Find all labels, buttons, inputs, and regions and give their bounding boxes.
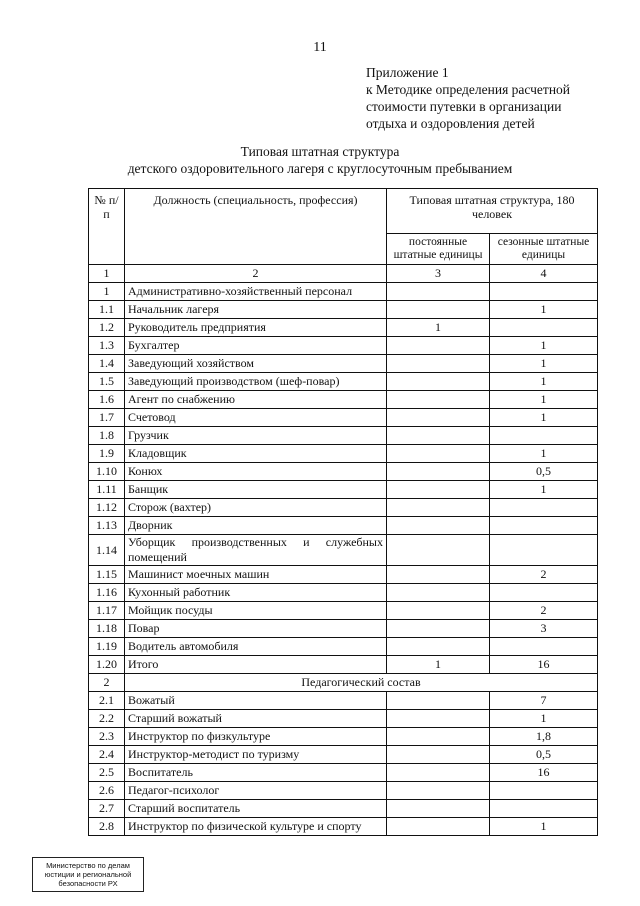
row-position: Повар: [125, 620, 387, 638]
row-number: 2.4: [89, 746, 125, 764]
appendix-heading: [366, 64, 616, 132]
row-seasonal: 3: [490, 620, 598, 638]
table-row: [89, 301, 598, 319]
row-seasonal: [490, 535, 598, 566]
row-permanent: [387, 818, 490, 836]
table-row: [89, 818, 598, 836]
row-number: 1.5: [89, 373, 125, 391]
row-position: Заведующий хозяйством: [125, 355, 387, 373]
row-number: 1.16: [89, 584, 125, 602]
row-number: 1.7: [89, 409, 125, 427]
appendix-line: стоимости путевки в организации: [366, 99, 562, 114]
row-permanent: [387, 373, 490, 391]
column-number: 3: [387, 265, 490, 283]
row-permanent: [387, 445, 490, 463]
row-position: Заведующий производством (шеф-повар): [125, 373, 387, 391]
table-row: [89, 427, 598, 445]
row-number: 1.20: [89, 656, 125, 674]
row-number: 2.8: [89, 818, 125, 836]
row-seasonal: 16: [490, 764, 598, 782]
row-number: 1.14: [89, 535, 125, 566]
row-position: Машинист моечных машин: [125, 566, 387, 584]
row-position: Банщик: [125, 481, 387, 499]
row-seasonal: [490, 800, 598, 818]
row-position: Сторож (вахтер): [125, 499, 387, 517]
row-seasonal: 1: [490, 710, 598, 728]
row-permanent: [387, 355, 490, 373]
row-number: 2: [89, 674, 125, 692]
row-permanent: [387, 535, 490, 566]
row-number: 1.4: [89, 355, 125, 373]
row-position: Мойщик посуды: [125, 602, 387, 620]
table-row: [89, 283, 598, 301]
row-seasonal: 0,5: [490, 746, 598, 764]
row-seasonal: [490, 517, 598, 535]
row-position: Бухгалтер: [125, 337, 387, 355]
row-position: Водитель автомобиля: [125, 638, 387, 656]
row-seasonal: 16: [490, 656, 598, 674]
table-row: [89, 319, 598, 337]
column-number: 4: [490, 265, 598, 283]
row-permanent: [387, 283, 490, 301]
table-row: [89, 535, 598, 566]
row-seasonal: 1: [490, 818, 598, 836]
staff-structure-table: [88, 188, 598, 836]
table-row: [89, 517, 598, 535]
table-row: [89, 710, 598, 728]
row-position: Руководитель предприятия: [125, 319, 387, 337]
table-row: [89, 764, 598, 782]
table-row: [89, 337, 598, 355]
table-row: [89, 373, 598, 391]
row-seasonal: 0,5: [490, 463, 598, 481]
row-seasonal: 1: [490, 373, 598, 391]
row-permanent: [387, 782, 490, 800]
table-row: [89, 409, 598, 427]
stamp-line: юстиции и региональной: [44, 870, 132, 879]
row-permanent: [387, 620, 490, 638]
column-number: 2: [125, 265, 387, 283]
row-number: 1.15: [89, 566, 125, 584]
table-row: [89, 355, 598, 373]
table-row: [89, 499, 598, 517]
column-number-row: [89, 265, 598, 283]
row-position: Инструктор по физической культуре и спорту: [125, 818, 387, 836]
stamp-line: безопасности РХ: [58, 879, 118, 888]
appendix-line: отдыха и оздоровления детей: [366, 116, 535, 131]
table-row: [89, 463, 598, 481]
row-number: 1: [89, 283, 125, 301]
row-number: 2.5: [89, 764, 125, 782]
table-row: [89, 638, 598, 656]
title-line: Типовая штатная структура: [240, 144, 400, 159]
row-seasonal: [490, 782, 598, 800]
table-row: [89, 782, 598, 800]
table-row: [89, 728, 598, 746]
document-title: [0, 143, 640, 177]
row-seasonal: 1: [490, 409, 598, 427]
row-number: 1.2: [89, 319, 125, 337]
row-seasonal: 2: [490, 602, 598, 620]
row-seasonal: 1: [490, 391, 598, 409]
row-seasonal: [490, 499, 598, 517]
row-permanent: [387, 391, 490, 409]
table-row: [89, 391, 598, 409]
table-body: [89, 283, 598, 836]
page-number: 11: [313, 40, 327, 55]
row-seasonal: 2: [490, 566, 598, 584]
row-position: Кладовщик: [125, 445, 387, 463]
row-number: 2.2: [89, 710, 125, 728]
row-position: Счетовод: [125, 409, 387, 427]
ministry-stamp: [32, 857, 144, 892]
row-permanent: [387, 692, 490, 710]
row-seasonal: 1: [490, 301, 598, 319]
row-number: 2.7: [89, 800, 125, 818]
row-seasonal: 1: [490, 445, 598, 463]
row-position: Инструктор по физкультуре: [125, 728, 387, 746]
row-permanent: [387, 764, 490, 782]
row-position: Административно-хозяйственный персонал: [125, 283, 387, 301]
table-row: [89, 566, 598, 584]
row-seasonal: 1: [490, 355, 598, 373]
row-permanent: [387, 710, 490, 728]
row-number: 1.19: [89, 638, 125, 656]
table-row: [89, 692, 598, 710]
appendix-line: Приложение 1: [366, 65, 449, 80]
row-seasonal: [490, 427, 598, 445]
table-row: [89, 584, 598, 602]
stamp-line: Министерство по делам: [46, 861, 130, 870]
table-row: [89, 674, 598, 692]
header-position: Должность (специальность, профессия): [125, 189, 387, 265]
row-number: 1.8: [89, 427, 125, 445]
row-number: 1.6: [89, 391, 125, 409]
table-row: [89, 800, 598, 818]
row-position: Начальник лагеря: [125, 301, 387, 319]
row-permanent: [387, 602, 490, 620]
row-number: 2.1: [89, 692, 125, 710]
row-position: Вожатый: [125, 692, 387, 710]
row-number: 1.17: [89, 602, 125, 620]
table-row: [89, 481, 598, 499]
row-position: Агент по снабжению: [125, 391, 387, 409]
column-number: 1: [89, 265, 125, 283]
row-number: 1.18: [89, 620, 125, 638]
row-position: Кухонный работник: [125, 584, 387, 602]
row-seasonal: 7: [490, 692, 598, 710]
header-permanent: постоянные штатные единицы: [387, 234, 490, 265]
row-number: 1.3: [89, 337, 125, 355]
row-number: 2.3: [89, 728, 125, 746]
row-permanent: [387, 517, 490, 535]
title-subline: детского оздоровительного лагеря с круглосуточным пребыванием: [127, 161, 513, 176]
row-permanent: 1: [387, 656, 490, 674]
row-permanent: [387, 638, 490, 656]
row-position: Инструктор-методист по туризму: [125, 746, 387, 764]
row-number: 1.13: [89, 517, 125, 535]
row-position: Грузчик: [125, 427, 387, 445]
row-permanent: [387, 800, 490, 818]
row-position: Уборщик производственных и служебных помещений: [125, 535, 387, 566]
row-permanent: [387, 409, 490, 427]
row-permanent: [387, 337, 490, 355]
row-permanent: [387, 746, 490, 764]
row-position: Итого: [125, 656, 387, 674]
row-position: Педагогический состав: [125, 674, 598, 692]
header-structure: Типовая штатная структура, 180 человек: [387, 189, 598, 234]
row-seasonal: [490, 638, 598, 656]
row-position: Старший вожатый: [125, 710, 387, 728]
row-permanent: [387, 728, 490, 746]
row-permanent: [387, 427, 490, 445]
row-seasonal: 1,8: [490, 728, 598, 746]
row-seasonal: [490, 283, 598, 301]
row-permanent: [387, 566, 490, 584]
row-seasonal: [490, 319, 598, 337]
row-seasonal: 1: [490, 481, 598, 499]
row-number: 1.10: [89, 463, 125, 481]
row-number: 1.1: [89, 301, 125, 319]
header-seasonal: сезонные штатные единицы: [490, 234, 598, 265]
row-permanent: [387, 499, 490, 517]
table-row: [89, 620, 598, 638]
row-position: Старший воспитатель: [125, 800, 387, 818]
row-number: 1.11: [89, 481, 125, 499]
row-number: 2.6: [89, 782, 125, 800]
table-row: [89, 656, 598, 674]
row-position: Воспитатель: [125, 764, 387, 782]
row-permanent: [387, 481, 490, 499]
table-row: [89, 746, 598, 764]
table-row: [89, 445, 598, 463]
appendix-line: к Методике определения расчетной: [366, 82, 571, 97]
row-permanent: [387, 584, 490, 602]
row-permanent: [387, 463, 490, 481]
row-seasonal: 1: [490, 337, 598, 355]
row-position: Педагог-психолог: [125, 782, 387, 800]
row-position: Конюх: [125, 463, 387, 481]
row-seasonal: [490, 584, 598, 602]
row-permanent: 1: [387, 319, 490, 337]
row-number: 1.9: [89, 445, 125, 463]
row-number: 1.12: [89, 499, 125, 517]
header-num: № п/п: [89, 189, 125, 265]
table-row: [89, 602, 598, 620]
row-position: Дворник: [125, 517, 387, 535]
row-permanent: [387, 301, 490, 319]
